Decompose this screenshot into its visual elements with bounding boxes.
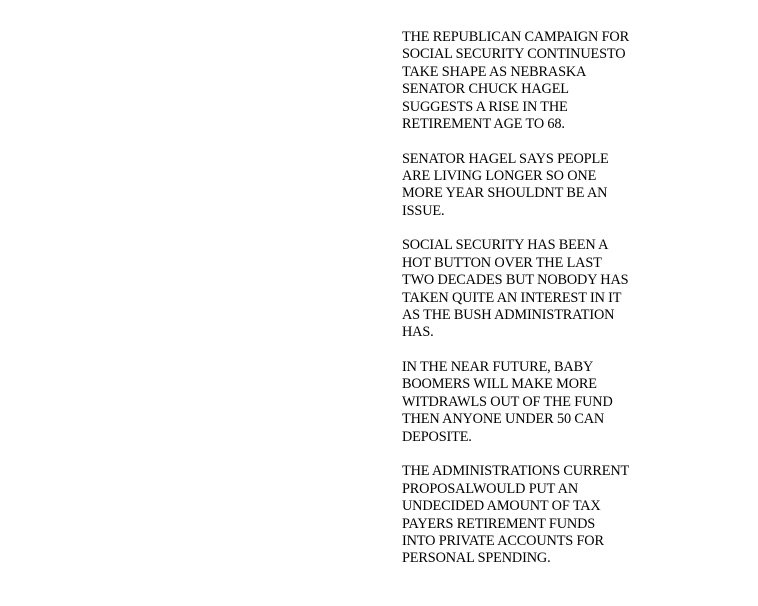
text-line: AS THE BUSH ADMINISTRATION	[402, 307, 615, 324]
paragraph-2	[402, 151, 654, 221]
text-line: HAS.	[402, 324, 434, 341]
text-line: ISSUE.	[402, 202, 445, 219]
text-line: PAYERS RETIREMENT FUNDS	[402, 515, 596, 532]
text-line: SUGGESTS A RISE IN THE	[402, 98, 568, 115]
text-line: UNDECIDED AMOUNT OF TAX	[402, 498, 601, 515]
text-line: INTO PRIVATE ACCOUNTS FOR	[402, 532, 604, 549]
text-line: THEN ANYONE UNDER 50 CAN	[402, 411, 605, 428]
paragraph-5	[402, 463, 654, 567]
text-line: PROPOSALWOULD PUT AN	[402, 480, 578, 497]
text-line: SOCIAL SECURITY HAS BEEN A	[402, 237, 609, 254]
text-line: IN THE NEAR FUTURE, BABY	[402, 359, 594, 376]
paragraph-4	[402, 359, 654, 446]
text-line: TWO DECADES BUT NOBODY HAS	[402, 272, 629, 289]
text-line: HOT BUTTON OVER THE LAST	[402, 254, 602, 271]
text-line: ARE LIVING LONGER SO ONE	[402, 168, 597, 185]
text-line: BOOMERS WILL MAKE MORE	[402, 376, 597, 393]
text-line: SENATOR CHUCK HAGEL	[402, 81, 569, 98]
paragraph-3	[402, 237, 654, 341]
text-line: WITDRAWLS OUT OF THE FUND	[402, 393, 613, 410]
text-line: THE ADMINISTRATIONS CURRENT	[402, 463, 630, 480]
text-line: RETIREMENT AGE TO 68.	[402, 116, 565, 133]
text-line: PERSONAL SPENDING.	[402, 550, 551, 567]
text-line: MORE YEAR SHOULDNT BE AN	[402, 185, 608, 202]
text-line: TAKEN QUITE AN INTEREST IN IT	[402, 289, 622, 306]
text-column	[402, 29, 654, 585]
paragraph-1	[402, 29, 654, 133]
text-line: DEPOSITE.	[402, 428, 472, 445]
text-line: SENATOR HAGEL SAYS PEOPLE	[402, 150, 609, 167]
text-line: THE REPUBLICAN CAMPAIGN FOR	[402, 29, 629, 45]
text-line: SOCIAL SECURITY CONTINUESTO	[402, 46, 626, 63]
text-line: TAKE SHAPE AS NEBRASKA	[402, 63, 587, 80]
